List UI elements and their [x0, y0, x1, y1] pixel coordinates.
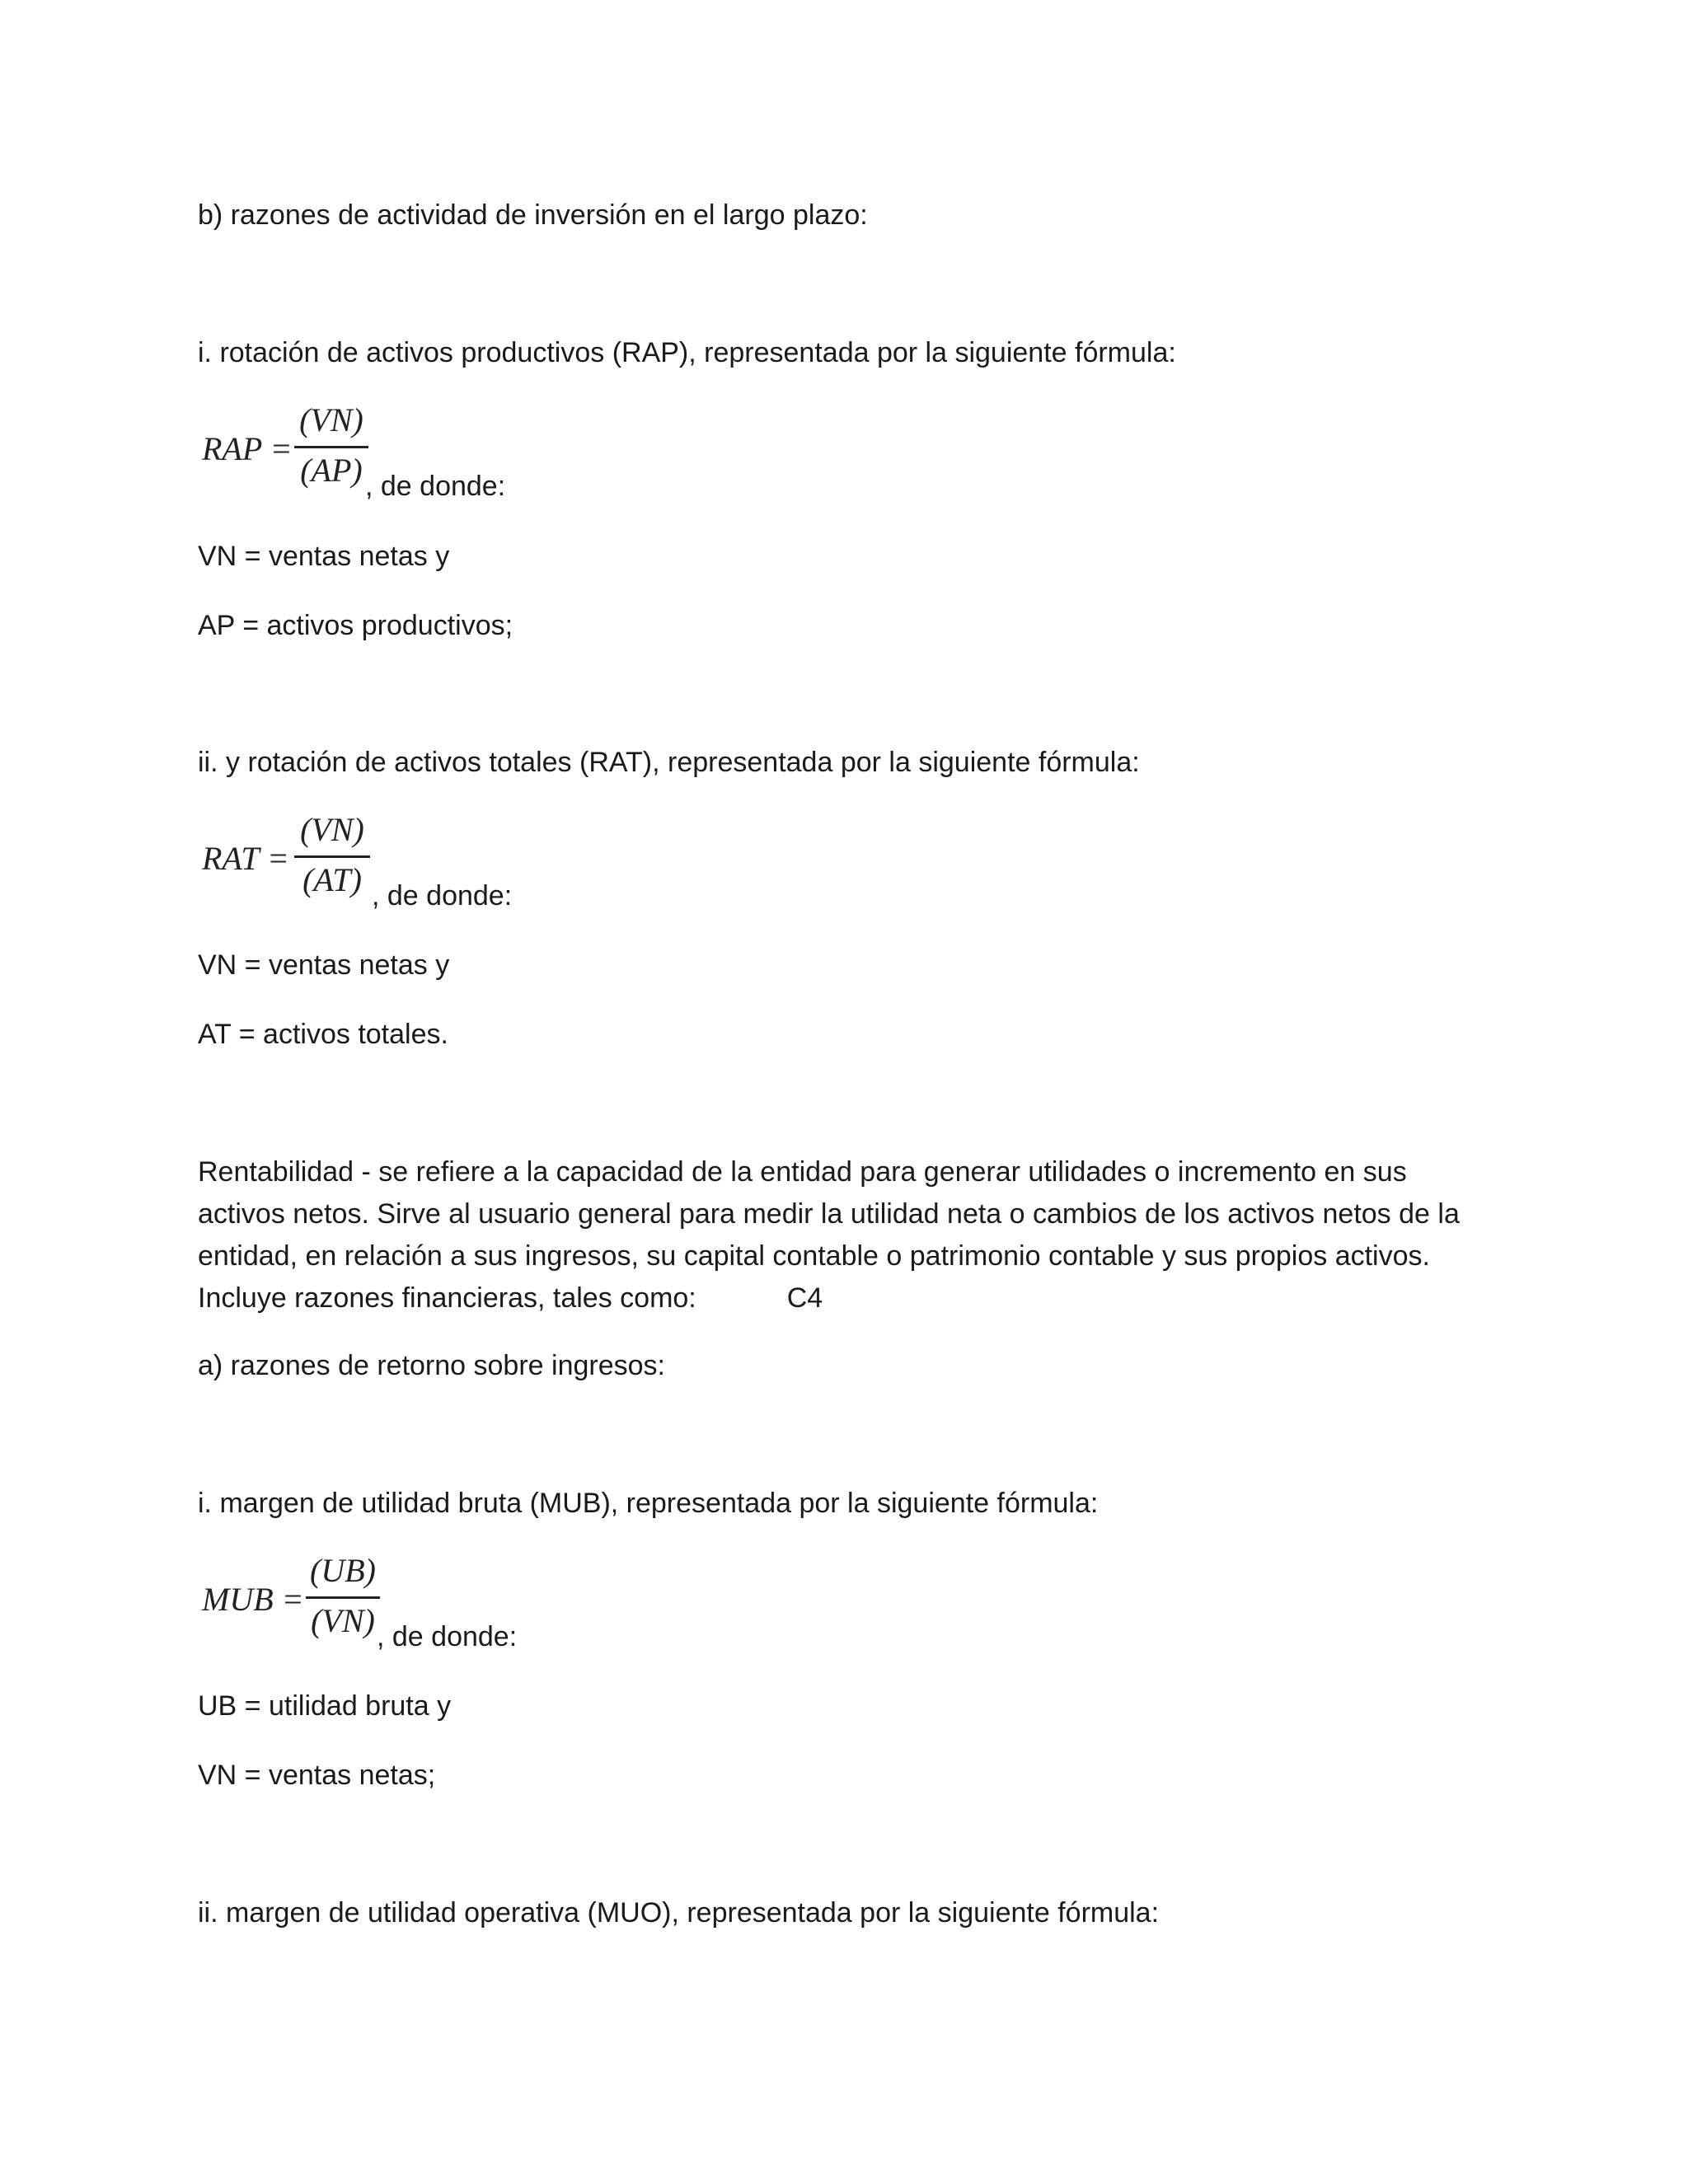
rat-suffix: , de donde: [372, 880, 513, 912]
mub-intro: i. margen de utilidad bruta (MUB), representada por la siguiente fórmula: [198, 1488, 1099, 1519]
section-heading-a: a) razones de retorno sobre ingresos: [198, 1350, 665, 1381]
fraction-bar [306, 1596, 380, 1599]
mub-definition-ub: UB = utilidad bruta y [198, 1690, 452, 1722]
rap-intro: i. rotación de activos productivos (RAP), representada por la siguiente fórmula: [198, 337, 1176, 368]
mub-fraction [306, 1552, 380, 1643]
reference-code: C4 [786, 1282, 823, 1314]
rap-formula-lhs: RAP = [202, 430, 293, 467]
rat-denominator: (AT) [302, 861, 362, 898]
mub-denominator: (VN) [311, 1602, 375, 1639]
rap-fraction [294, 401, 368, 493]
mub-formula [202, 1552, 548, 1651]
rat-fraction [294, 811, 370, 902]
rap-definition-ap: AP = activos productivos; [198, 610, 513, 641]
rentabilidad-text: Rentabilidad - se refiere a la capacidad de la entidad para generar utilidades o incremento en sus activos netos. Sirve al usuario general para medir la utilidad neta o cambios de los activos netos de la entidad, en relación a sus ingresos, su capital contable o patrimonio contable y sus propios activos. Incluye razones financieras, tales como: [198, 1156, 1460, 1314]
rap-denominator: (AP) [300, 452, 363, 489]
rat-formula-lhs: RAT = [202, 840, 289, 877]
rat-numerator: (VN) [300, 811, 364, 848]
rap-numerator: (VN) [299, 401, 363, 438]
rap-definition-vn: VN = ventas netas y [198, 541, 450, 572]
section-heading-b: b) razones de actividad de inversión en el largo plazo: [198, 199, 868, 231]
rat-formula [202, 811, 532, 910]
muo-intro: ii. margen de utilidad operativa (MUO), representada por la siguiente fórmula: [198, 1897, 1160, 1929]
mub-definition-vn: VN = ventas netas; [198, 1760, 436, 1791]
rat-definition-at: AT = activos totales. [198, 1019, 448, 1050]
mub-formula-lhs: MUB = [202, 1581, 304, 1618]
rap-suffix: , de donde: [365, 471, 506, 502]
rentabilidad-paragraph [198, 1151, 1500, 1319]
fraction-bar [294, 446, 368, 448]
mub-suffix: , de donde: [377, 1621, 518, 1652]
rap-formula [202, 401, 532, 500]
rat-definition-vn: VN = ventas netas y [198, 949, 450, 981]
mub-numerator: (UB) [310, 1552, 376, 1589]
fraction-bar [294, 855, 370, 858]
rat-intro: ii. y rotación de activos totales (RAT), representada por la siguiente fórmula: [198, 747, 1140, 778]
